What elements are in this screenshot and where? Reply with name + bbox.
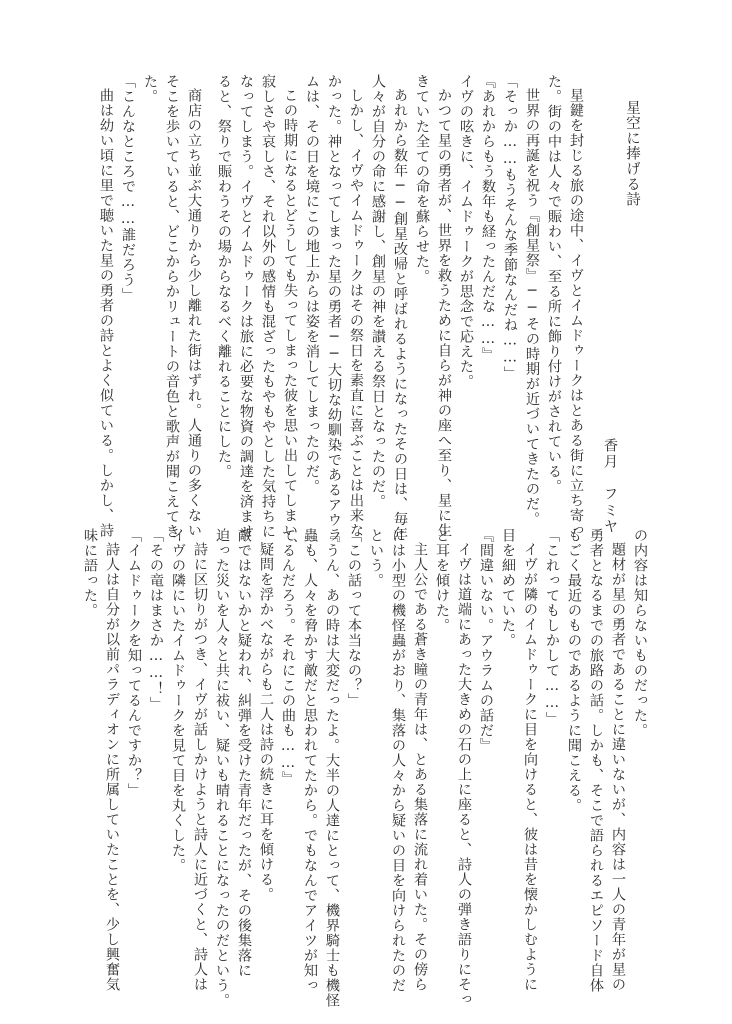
text-column: 詩人は自分が以前パラディオンに所属していたことを、少し興奮気: [104, 542, 120, 992]
text-column: なってしまう。イヴとイムドゥークは旅に必要な物資の調達を済ませ: [238, 74, 254, 539]
text-column: 世界の再誕を祝う『創星祭』──その時期が近づいてきたのだ。: [524, 88, 540, 527]
text-column: 「こんなところで……誰だろう」: [120, 74, 136, 303]
text-column: イヴの呟きに、イムドゥークが思念で応えた。: [458, 74, 474, 389]
text-column: 「そっか……もうそんな季節なんだね……」: [502, 74, 518, 382]
text-column: 目を細めていた。: [500, 528, 516, 648]
text-column: この時期になるとどうしても失ってしまった彼を思い出してしまい、: [282, 88, 298, 553]
author-name: 香月 フミヤ: [602, 438, 618, 536]
text-column: 疑問を浮かべながらも二人は詩の続きに耳を傾ける。: [258, 542, 274, 902]
text-column: 人々が自分の命に感謝し、創星の神を讃える祭日となったのだ。: [370, 74, 386, 509]
text-column: イヴの隣にいたイムドゥークを見て目を丸くした。: [170, 528, 186, 873]
text-column: と耳を傾けた。: [434, 528, 450, 633]
text-column: 「この話って本当なの？」: [346, 528, 362, 708]
text-column: 星鍵を封じる旅の途中、イヴとイムドゥークはとある街に立ち寄っ: [568, 88, 584, 538]
text-column: 「イムドゥークを知ってるんですか？」: [126, 528, 142, 798]
text-column: 敵ではないかと疑われ、糾弾を受けた青年だったが、その後集落に: [236, 528, 252, 978]
text-column: 詩に区切りがつき、イヴが話しかけようと詩人に近づくと、詩人は: [192, 542, 208, 992]
text-column: そこを歩いていると、どこからかリュートの音色と歌声が聞こえてき: [164, 74, 180, 539]
text-column: 『あれからもう数年も経ったんだな……』: [480, 74, 496, 363]
text-column: 題材が星の勇者であることに違いないが、内容は一人の青年が星の: [610, 542, 626, 992]
text-column: 『うん、あの時は大変だったよ。大半の人達にとって、機界騎士も機怪: [324, 528, 340, 1008]
text-column: しかし、イヴやイムドゥークはその祭日を素直に喜ぶことは出来な: [348, 88, 364, 538]
text-column: ムは、その日を境にこの地上からは姿を消してしまったのだ。: [304, 74, 320, 494]
text-column: イヴが隣のイムドゥークに目を向けると、彼は昔を懐かしむように: [522, 542, 538, 992]
text-column: 寂しさや哀しさ、それ以外の感情も混ざったもやもやとした気持ちに: [260, 74, 276, 539]
text-column: 主人公である蒼き瞳の青年は、とある集落に流れ着いた。その傍ら: [412, 542, 428, 992]
text-column: きていた全ての命を蘇らせた。: [414, 74, 430, 284]
text-column: 迫った災いを人々と共に祓い、疑いも晴れることになったのだという。: [214, 528, 230, 1008]
text-column: 蟲も、人々を脅かす敵だと思われてたから。でもなんでアイツが知っ: [302, 528, 318, 993]
text-column: かった。神となってしまった星の勇者──大切な幼馴染であるアウラ: [326, 74, 342, 543]
text-column: かつて星の勇者が、世界を救うために自らが神の座へ至り、星に生: [436, 88, 452, 538]
text-column: た。: [142, 74, 158, 104]
text-column: 「これってもしかして……」: [544, 528, 560, 727]
text-column: 「その竜はまさか……！」: [148, 528, 164, 712]
upper-tier: [0, 74, 732, 553]
text-column: には小型の機怪蟲がおり、集落の人々から疑いの目を向けられたのだ: [390, 528, 406, 993]
text-column: イヴは道端にあった大きめの石の上に座ると、詩人の弾き語りにそっ: [456, 542, 472, 1007]
text-column: もごく最近のものであるように聞こえる。: [566, 528, 582, 813]
text-column: 『間違いない。アウラムの話だ』: [478, 528, 494, 753]
lower-tier: [0, 528, 732, 1008]
story-title: 星空に捧げる詩: [624, 100, 640, 208]
text-column: 曲は幼い頃に里で聴いた星の勇者の詩とよく似ている。しかし、詩: [98, 88, 114, 538]
text-column: という。: [368, 528, 384, 588]
text-column: の内容は知らないものだった。: [632, 528, 648, 738]
text-column: 味に語った。: [82, 528, 98, 618]
text-column: あれから数年──創星改帰と呼ばれるようになったその日は、毎年: [392, 88, 408, 542]
text-column: 勇者となるまでの旅路の話。しかも、そこで語られるエピソード自体: [588, 528, 604, 993]
text-column: 商店の立ち並ぶ大通りから少し離れた街はずれ。人通りの多くない: [186, 88, 202, 538]
text-column: てるんだろう。それにこの曲も……』: [280, 528, 296, 787]
text-column: ると、祭りで賑わうその場からなるべく離れることにした。: [216, 74, 232, 479]
text-column: た。街の中は人々で賑わい、至る所に飾り付けがされている。: [546, 74, 562, 494]
